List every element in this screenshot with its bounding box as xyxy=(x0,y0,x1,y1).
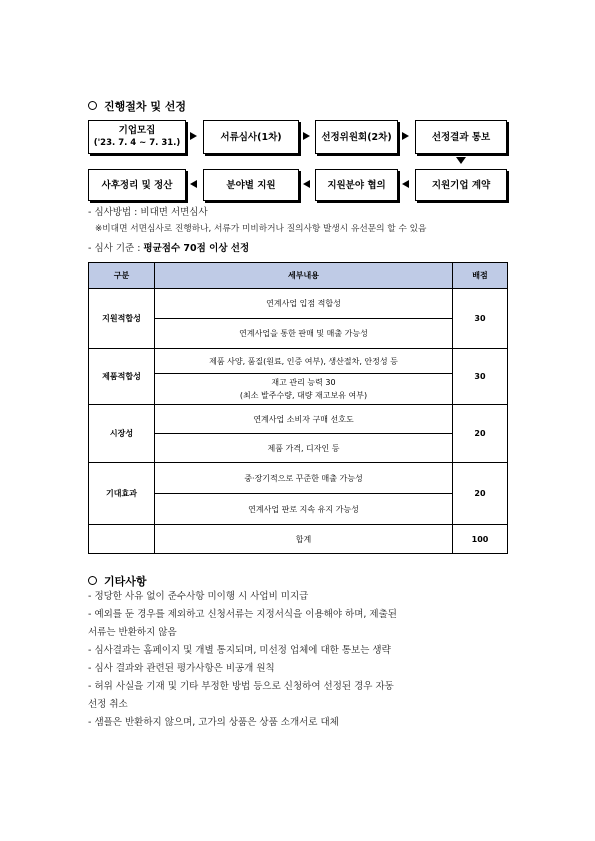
row-category: 제품적합성 xyxy=(89,349,155,405)
arrow-left-icon xyxy=(190,180,197,188)
criteria-emphasis: 평균점수 70점 이상 선정 xyxy=(143,243,250,254)
arrow-down-icon xyxy=(456,157,466,164)
table-row xyxy=(89,289,508,319)
arrow-left-icon xyxy=(303,180,310,188)
circle-bullet-icon xyxy=(88,576,97,585)
circle-bullet-icon xyxy=(88,101,97,110)
section-title-procedure: 진행절차 및 선정 xyxy=(88,98,186,114)
step-recruit: 기업모집 ('23. 7. 4 ~ 7. 31.) xyxy=(88,120,186,154)
table-header-row xyxy=(89,263,508,289)
arrow-right-icon xyxy=(402,132,409,140)
detail-line: 재고 관리 능력 30 xyxy=(271,378,336,387)
step-contract: 지원기업 계약 xyxy=(415,169,507,201)
row-score: 30 xyxy=(453,289,508,349)
row-detail: 중·장기적으로 꾸준한 매출 가능성 xyxy=(155,463,453,494)
list-item: - 심사결과는 홈페이지 및 개별 통지되며, 미선정 업체에 대한 통보는 생략 xyxy=(88,645,391,656)
table-total-row xyxy=(89,525,508,554)
row-category: 지원적합성 xyxy=(89,289,155,349)
review-criteria: - 심사 기준 : 평균점수 70점 이상 선정 xyxy=(88,243,250,254)
criteria-table xyxy=(88,262,508,554)
row-detail: 제품 가격, 디자인 등 xyxy=(155,434,453,463)
row-category: 시장성 xyxy=(89,405,155,463)
row-detail: 연계사업을 통한 판매 및 매출 가능성 xyxy=(155,319,453,349)
table-row xyxy=(89,349,508,374)
list-item: - 심사 결과와 관련된 평가사항은 비공개 원칙 xyxy=(88,663,275,674)
other-items-list xyxy=(88,588,397,732)
row-detail: 연계사업 소비자 구매 선호도 xyxy=(155,405,453,434)
step-committee: 선정위원회(2차) xyxy=(315,120,398,154)
arrow-left-icon xyxy=(402,180,409,188)
header-category: 구분 xyxy=(89,263,155,289)
list-item: - 예외를 둔 경우를 제외하고 신청서류는 지정서식을 이용해야 하며, 제출된 xyxy=(88,609,397,620)
list-item: 서류는 반환하지 않음 xyxy=(88,627,177,638)
section-title-other: 기타사항 xyxy=(88,573,147,589)
row-detail: 연계사업 판로 지속 유지 가능성 xyxy=(155,494,453,525)
step-support: 분야별 지원 xyxy=(203,169,299,201)
row-score: 30 xyxy=(453,349,508,405)
row-category: 기대효과 xyxy=(89,463,155,525)
total-score: 100 xyxy=(453,525,508,554)
arrow-right-icon xyxy=(190,132,197,140)
list-item: 선정 취소 xyxy=(88,699,128,710)
step-document-review: 서류심사(1차) xyxy=(203,120,299,154)
step-settlement: 사후정리 및 정산 xyxy=(88,169,186,201)
review-method: - 심사방법 : 비대면 서면심사 xyxy=(88,207,208,218)
step-consult: 지원분야 협의 xyxy=(315,169,398,201)
list-item: - 정당한 사유 없이 준수사항 미이행 시 사업비 미지급 xyxy=(88,591,309,602)
review-method-note: ※비대면 서면심사로 진행하나, 서류가 미비하거나 질의사항 발생시 유선문의 할 수 있음 xyxy=(95,224,427,234)
detail-line: (최소 발주수량, 대량 재고보유 여부) xyxy=(239,391,368,400)
header-score: 배점 xyxy=(453,263,508,289)
table-row xyxy=(89,405,508,434)
row-detail: 제품 사양, 품질(원료, 인증 여부), 생산절차, 안정성 등 xyxy=(155,349,453,374)
total-empty-cell xyxy=(89,525,155,554)
row-score: 20 xyxy=(453,405,508,463)
table-row xyxy=(89,463,508,494)
total-label: 합계 xyxy=(155,525,453,554)
list-item: - 샘플은 반환하지 않으며, 고가의 상품은 상품 소개서로 대체 xyxy=(88,717,339,728)
header-detail: 세부내용 xyxy=(155,263,453,289)
row-score: 20 xyxy=(453,463,508,525)
row-detail xyxy=(155,374,453,405)
list-item: - 허위 사실을 기재 및 기타 부정한 방법 등으로 신청하여 선정된 경우 자동 xyxy=(88,681,394,692)
step-notice: 선정결과 통보 xyxy=(415,120,507,154)
row-detail: 연계사업 입점 적합성 xyxy=(155,289,453,319)
arrow-right-icon xyxy=(303,132,310,140)
